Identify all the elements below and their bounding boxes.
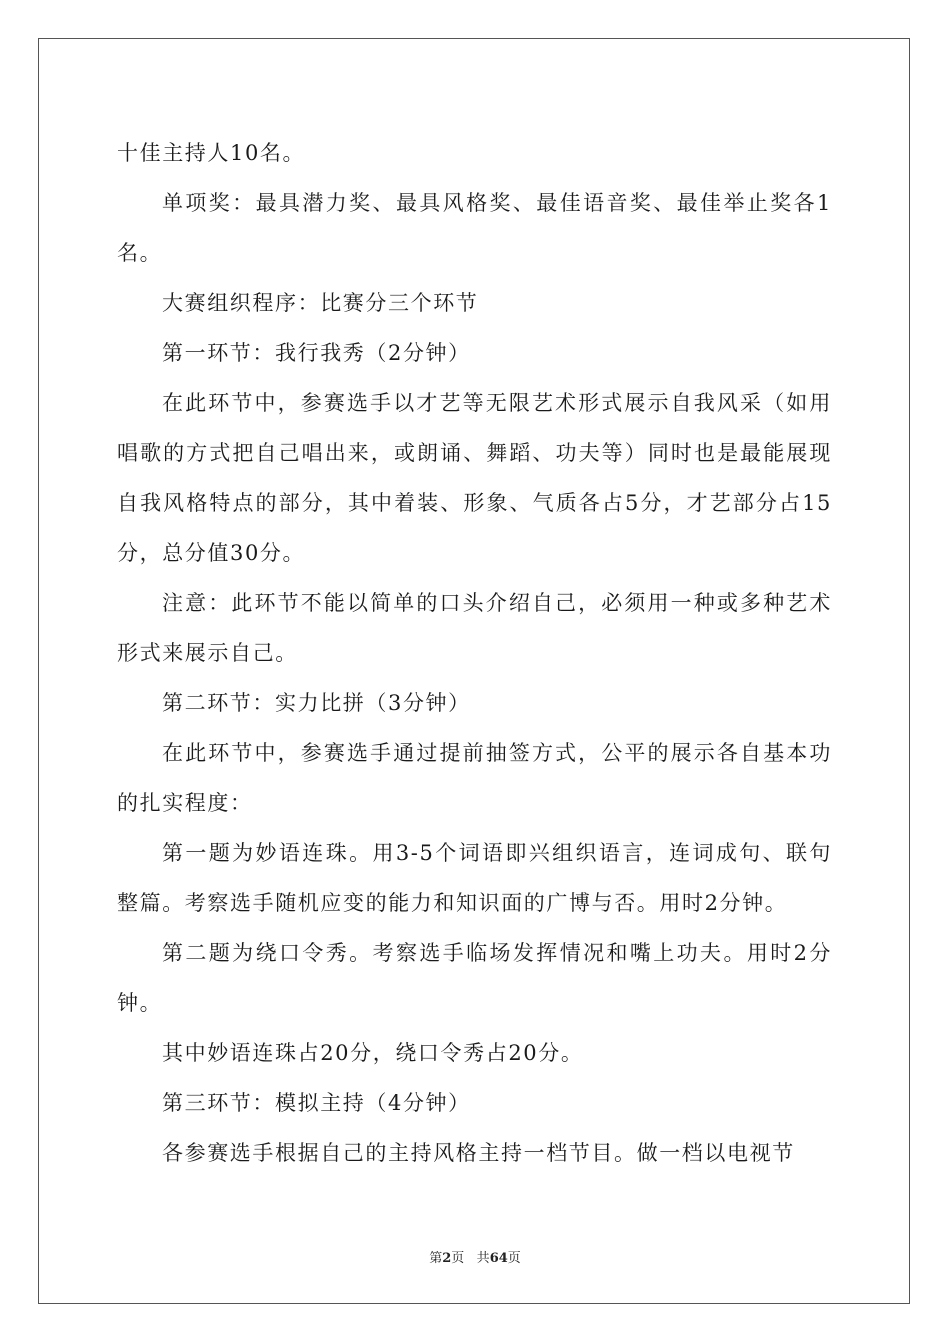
paragraph: 第一题为妙语连珠。用3-5个词语即兴组织语言，连词成句、联句整篇。考察选手随机应变的能力和知识面的广博与否。用时2分钟。 bbox=[117, 841, 832, 915]
page-suffix: 页 bbox=[451, 1251, 465, 1266]
total-prefix: 共 bbox=[476, 1251, 490, 1266]
paragraph: 第三环节：模拟主持（4分钟） bbox=[162, 1091, 471, 1115]
total-pages: 64 bbox=[489, 1251, 508, 1266]
page-number: 2 bbox=[442, 1251, 452, 1266]
paragraph: 第二环节：实力比拼（3分钟） bbox=[162, 691, 471, 715]
paragraph: 大赛组织程序：比赛分三个环节 bbox=[162, 291, 479, 315]
paragraph: 注意：此环节不能以简单的口头介绍自己，必须用一种或多种艺术形式来展示自己。 bbox=[117, 591, 832, 665]
paragraph: 各参赛选手根据自己的主持风格主持一档节目。做一档以电视节 bbox=[162, 1141, 795, 1165]
paragraph: 第一环节：我行我秀（2分钟） bbox=[162, 341, 471, 365]
document-body bbox=[117, 128, 832, 1178]
page-prefix: 第 bbox=[429, 1251, 443, 1266]
paragraph: 十佳主持人10名。 bbox=[117, 141, 306, 165]
paragraph: 第二题为绕口令秀。考察选手临场发挥情况和嘴上功夫。用时2分钟。 bbox=[117, 941, 832, 1015]
page-footer bbox=[0, 1247, 950, 1266]
total-suffix: 页 bbox=[507, 1251, 521, 1266]
paragraph: 在此环节中，参赛选手通过提前抽签方式，公平的展示各自基本功的扎实程度： bbox=[117, 741, 832, 815]
paragraph: 其中妙语连珠占20分，绕口令秀占20分。 bbox=[162, 1041, 584, 1065]
paragraph: 单项奖：最具潜力奖、最具风格奖、最佳语音奖、最佳举止奖各1名。 bbox=[117, 191, 832, 265]
paragraph: 在此环节中，参赛选手以才艺等无限艺术形式展示自我风采（如用唱歌的方式把自己唱出来，或朗诵、舞蹈、功夫等）同时也是最能展现自我风格特点的部分，其中着装、形象、气质各占5分，才艺部分占15分，总分值30分。 bbox=[117, 391, 832, 565]
